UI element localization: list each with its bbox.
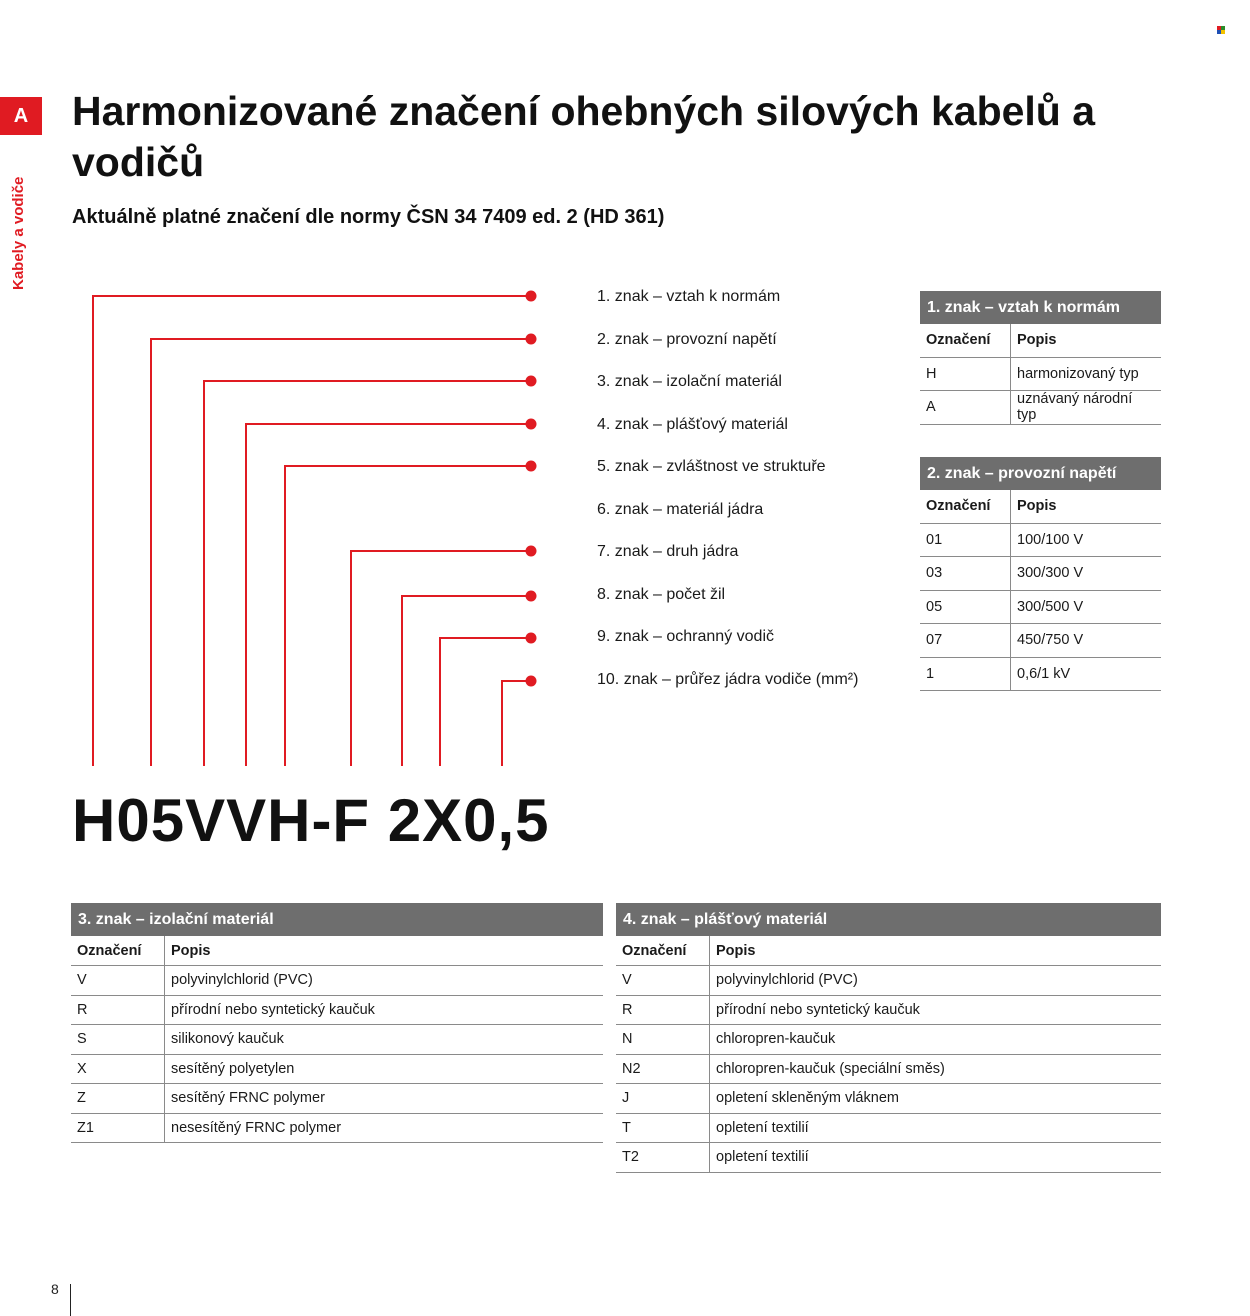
marking-diagram: [0, 0, 600, 780]
page-number: 8: [51, 1281, 59, 1297]
page-title: Harmonizované značení ohebných silových kabelů a vodičů: [72, 88, 1096, 185]
section-tab[interactable]: A: [0, 97, 42, 135]
column-header: Popis: [1011, 324, 1162, 357]
mark-item-6: 6. znak – materiál jádra: [597, 500, 764, 518]
table-row: N2 chloropren-kaučuk (speciální směs): [616, 1054, 1161, 1084]
mark-item-7: 7. znak – druh jádra: [597, 543, 739, 560]
brand-color-icon: [1217, 26, 1225, 34]
table-row: X sesítěný polyetylen: [71, 1054, 603, 1084]
table-voltage: [920, 457, 1161, 691]
mark-item-8: 8. znak – počet žil: [597, 585, 726, 603]
connector-line-5: [285, 466, 531, 766]
table-row: A uznávaný národní typ: [920, 391, 1161, 425]
page-number-divider: [70, 1284, 71, 1316]
section-label: Kabely a vodiče: [10, 176, 27, 290]
mark-item-1: 1. znak – vztah k normám: [597, 288, 781, 305]
table-row: R přírodní nebo syntetický kaučuk: [71, 995, 603, 1025]
connector-line-1: [93, 296, 531, 766]
mark-item-3: 3. znak – izolační materiál: [597, 373, 782, 390]
table-insulation: [71, 903, 603, 1143]
table-title: 3. znak – izolační materiál: [71, 903, 603, 936]
page-subtitle: Aktuálně platné značení dle normy ČSN 34 7409 ed. 2 (HD 361): [72, 206, 665, 228]
column-header: Označení: [71, 936, 165, 966]
table-row: S silikonový kaučuk: [71, 1025, 603, 1055]
table-row: 05 300/500 V: [920, 590, 1161, 624]
column-header: Popis: [165, 936, 604, 966]
connector-line-3: [204, 381, 531, 766]
table-title: 1. znak – vztah k normám: [920, 291, 1161, 324]
column-header: Popis: [1011, 490, 1162, 523]
column-header: Označení: [920, 324, 1011, 357]
table-row: T2 opletení textilií: [616, 1143, 1161, 1173]
table-row: V polyvinylchlorid (PVC): [71, 966, 603, 996]
connector-dot-3: [526, 376, 537, 387]
mark-item-5: 5. znak – zvláštnost ve struktuře: [597, 458, 826, 475]
table-row: 03 300/300 V: [920, 557, 1161, 591]
mark-item-10: 10. znak – průřez jádra vodiče (mm²): [597, 670, 859, 688]
column-header: Označení: [616, 936, 710, 966]
table-title: 2. znak – provozní napětí: [920, 457, 1161, 490]
column-header: Popis: [710, 936, 1162, 966]
table-row: Z sesítěný FRNC polymer: [71, 1084, 603, 1114]
table-sheath: [616, 903, 1161, 1173]
mark-item-2: 2. znak – provozní napětí: [597, 330, 777, 348]
connector-dot-7: [526, 546, 537, 557]
mark-item-9: 9. znak – ochranný vodič: [597, 628, 774, 645]
table-row: T opletení textilií: [616, 1113, 1161, 1143]
connector-dot-10: [526, 676, 537, 687]
column-header: Označení: [920, 490, 1011, 523]
connector-line-10: [502, 681, 531, 766]
connector-dot-4: [526, 419, 537, 430]
table-title: 4. znak – plášťový materiál: [616, 903, 1161, 936]
table-row: 01 100/100 V: [920, 523, 1161, 557]
connector-dot-5: [526, 461, 537, 472]
table-row: 1 0,6/1 kV: [920, 657, 1161, 691]
connector-line-9: [440, 638, 531, 766]
mark-item-4: 4. znak – plášťový materiál: [597, 415, 788, 433]
connector-dot-2: [526, 334, 537, 345]
marking-legend: [597, 285, 858, 710]
table-row: V polyvinylchlorid (PVC): [616, 966, 1161, 996]
table-row: H harmonizovaný typ: [920, 357, 1161, 391]
cable-code-example: H05VVH-F 2X0,5: [72, 787, 550, 854]
connector-dot-9: [526, 633, 537, 644]
connector-line-2: [151, 339, 531, 766]
table-row: N chloropren-kaučuk: [616, 1025, 1161, 1055]
table-row: Z1 nesesítěný FRNC polymer: [71, 1113, 603, 1143]
connector-dot-8: [526, 591, 537, 602]
table-row: J opletení skleněným vláknem: [616, 1084, 1161, 1114]
table-norms: [920, 291, 1161, 425]
table-row: R přírodní nebo syntetický kaučuk: [616, 995, 1161, 1025]
connector-dot-1: [526, 291, 537, 302]
table-row: 07 450/750 V: [920, 624, 1161, 658]
